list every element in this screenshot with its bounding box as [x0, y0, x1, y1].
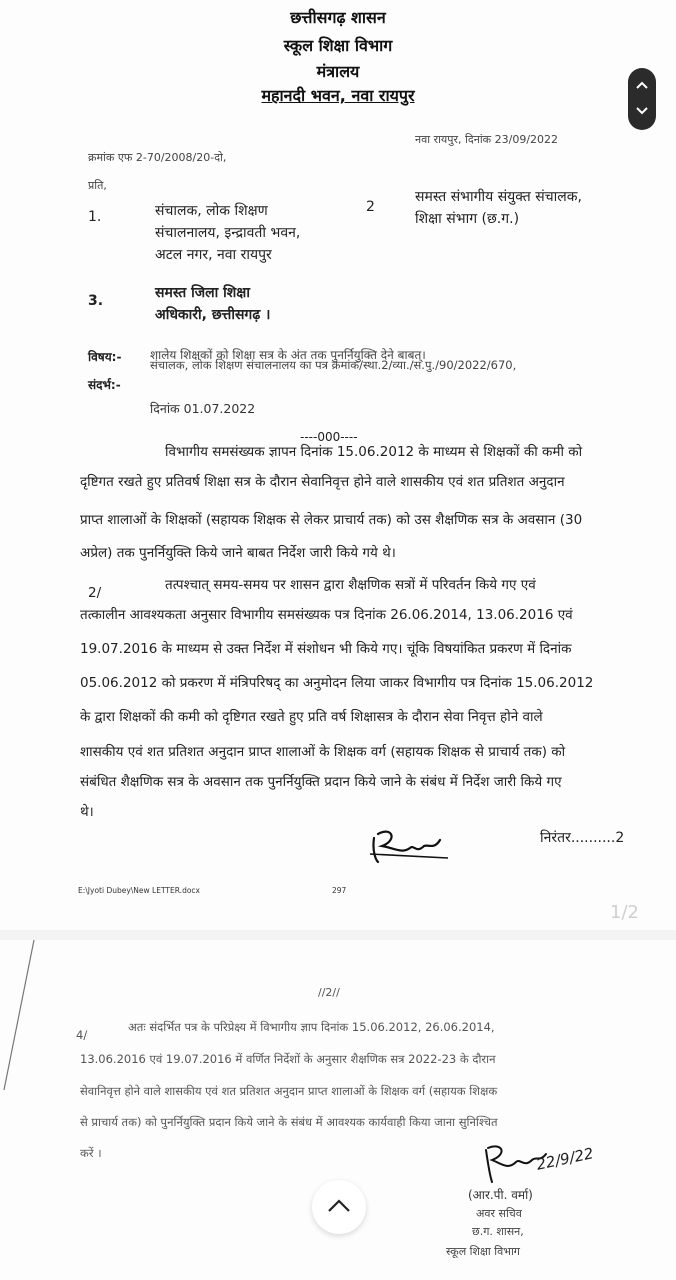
letter-date: नवा रायपुर, दिनांक 23/09/2022 [415, 133, 559, 146]
paragraph-line: 13.06.2016 एवं 19.07.2016 में वर्णित निर्देशों के अनुसार शैक्षणिक सत्र 2022-23 के दौरान [80, 1052, 496, 1066]
file-path: E:\Jyoti Dubey\New LETTER.docx [78, 886, 200, 895]
reference-text: संचालक, लोक शिक्षण संचालनालय का पत्र क्रमांक/स्था.2/व्या./स.पु./90/2022/670, [150, 358, 517, 372]
paragraph-line: प्राप्त शालाओं के शिक्षकों (सहायक शिक्षक से लेकर प्राचार्य तक) को उस शैक्षणिक सत्र के अवसान (30 [80, 512, 583, 528]
recipient-line: संचालनालय, इन्द्रावती भवन, [155, 225, 301, 241]
paragraph-line: अतः संदर्भित पत्र के परिप्रेक्ष्य में विभागीय ज्ञाप दिनांक 15.06.2012, 26.06.2014, [128, 1020, 495, 1034]
continued-marker: निरंतर..........2 [540, 830, 625, 846]
recipient-line: संचालक, लोक शिक्षण [155, 203, 268, 219]
recipient-line: अधिकारी, छत्तीसगढ़ । [155, 307, 271, 323]
chevron-up-icon [325, 1196, 353, 1216]
reference-date: दिनांक 01.07.2022 [150, 401, 256, 416]
signatory-name: (आर.पी. वर्मा) [468, 1188, 533, 1202]
signatory-department: स्कूल शिक्षा विभाग [446, 1245, 520, 1258]
expand-button[interactable] [312, 1180, 366, 1234]
signatory-govt: छ.ग. शासन, [472, 1225, 524, 1238]
subject-text: शालेय शिक्षकों को शिक्षा सत्र के अंत तक पुनर्नियुक्ति देने बाबत्। [150, 348, 426, 362]
paragraph-line: सेवानिवृत्त होने वाले शासकीय एवं शत प्रतिशत अनुदान प्राप्त शालाओं के शिक्षक वर्ग (सहायक शिक्षक [80, 1084, 498, 1098]
paragraph-line: शासकीय एवं शत प्रतिशत अनुदान प्राप्त शालाओं के शिक्षक वर्ग (सहायक शिक्षक से प्राचार्य तक) को [80, 744, 566, 760]
letterhead-address: महानदी भवन, नवा रायपुर [261, 86, 415, 105]
recipient-line: समस्त संभागीय संयुक्त संचालक, [415, 189, 582, 205]
signatory-designation: अवर सचिव [476, 1207, 522, 1220]
letter-number: क्रमांक एफ 2-70/2008/20-दो, [88, 151, 227, 164]
prati-label: प्रति, [88, 179, 107, 192]
paragraph-line: 05.06.2012 को प्रकरण में मंत्रिपरिषद् का अनुमोदन लिया जाकर विभागीय पत्र दिनांक 15.06.2012 [80, 675, 594, 691]
paragraph-number: 2/ [88, 585, 102, 601]
recipient-number: 3. [88, 293, 104, 309]
section-separator: ----000---- [300, 430, 358, 444]
letterhead-department: स्कूल शिक्षा विभाग [283, 36, 393, 55]
paragraph-line: तत्कालीन आवश्यकता अनुसार विभागीय समसंख्यक पत्र दिनांक 26.06.2014, 13.06.2016 एवं [80, 607, 573, 623]
page-nav-control [628, 68, 656, 130]
letterhead-govt: छत्तीसगढ़ शासन [290, 8, 386, 27]
recipient-number: 1. [88, 209, 102, 225]
chevron-down-icon[interactable] [628, 100, 656, 124]
paragraph-line: थे। [80, 804, 94, 820]
page-marker: //2// [318, 986, 340, 999]
paragraph-line: विभागीय समसंख्यक ज्ञापन दिनांक 15.06.2012 के माध्यम से शिक्षकों की कमी को [165, 444, 583, 460]
paragraph-line: अप्रेल) तक पुनर्नियुक्ति किये जाने बाबत निर्देश जारी किये गये थे। [80, 545, 396, 561]
recipient-line: समस्त जिला शिक्षा [155, 285, 250, 301]
signature-initials [368, 822, 452, 866]
signature-date: 22/9/22 [534, 1144, 596, 1174]
paragraph-line: के द्वारा शिक्षकों की कमी को दृष्टिगत रखते हुए प्रति वर्ष शिक्षासत्र के दौरान सेवा निवृत्त होने वाले [80, 709, 543, 725]
page-indicator: 1/2 [610, 902, 639, 923]
recipient-line: अटल नगर, नवा रायपुर [155, 247, 272, 263]
paragraph-line: संबंधित शैक्षणिक सत्र के अवसान तक पुनर्नियुक्ति प्रदान किये जाने के संबंध में निर्देश जारी किये गए [80, 774, 562, 790]
paragraph-line: दृष्टिगत रखते हुए प्रतिवर्ष शिक्षा सत्र के दौरान सेवानिवृत्त होने वाले शासकीय एवं शत प्रतिशत अनुदान [80, 474, 565, 490]
page-count: 297 [332, 886, 347, 895]
scan-edge-line [0, 940, 40, 1090]
page-divider [0, 930, 676, 940]
paragraph-line: 19.07.2016 के माध्यम से उक्त निर्देश में संशोधन भी किये गए। चूंकि विषयांकित प्रकरण में दिनांक [80, 641, 572, 657]
paragraph-line: से प्राचार्य तक) को पुनर्नियुक्ति प्रदान किये जाने के संबंध में आवश्यक कार्यवाही किया जाना सुनिश्चित [80, 1115, 498, 1129]
reference-label: संदर्भ:- [88, 378, 121, 392]
subject-label: विषय:- [88, 350, 122, 364]
recipient-number: 2 [366, 199, 375, 215]
recipient-line: शिक्षा संभाग (छ.ग.) [415, 211, 520, 227]
paragraph-line: तत्पश्चात् समय-समय पर शासन द्वारा शैक्षणिक सत्रों में परिवर्तन किये गए एवं [165, 577, 536, 593]
paragraph-line: करें । [80, 1146, 102, 1160]
letterhead-ministry: मंत्रालय [316, 62, 360, 81]
chevron-up-icon[interactable] [628, 74, 656, 98]
paragraph-number: 4/ [76, 1028, 88, 1042]
